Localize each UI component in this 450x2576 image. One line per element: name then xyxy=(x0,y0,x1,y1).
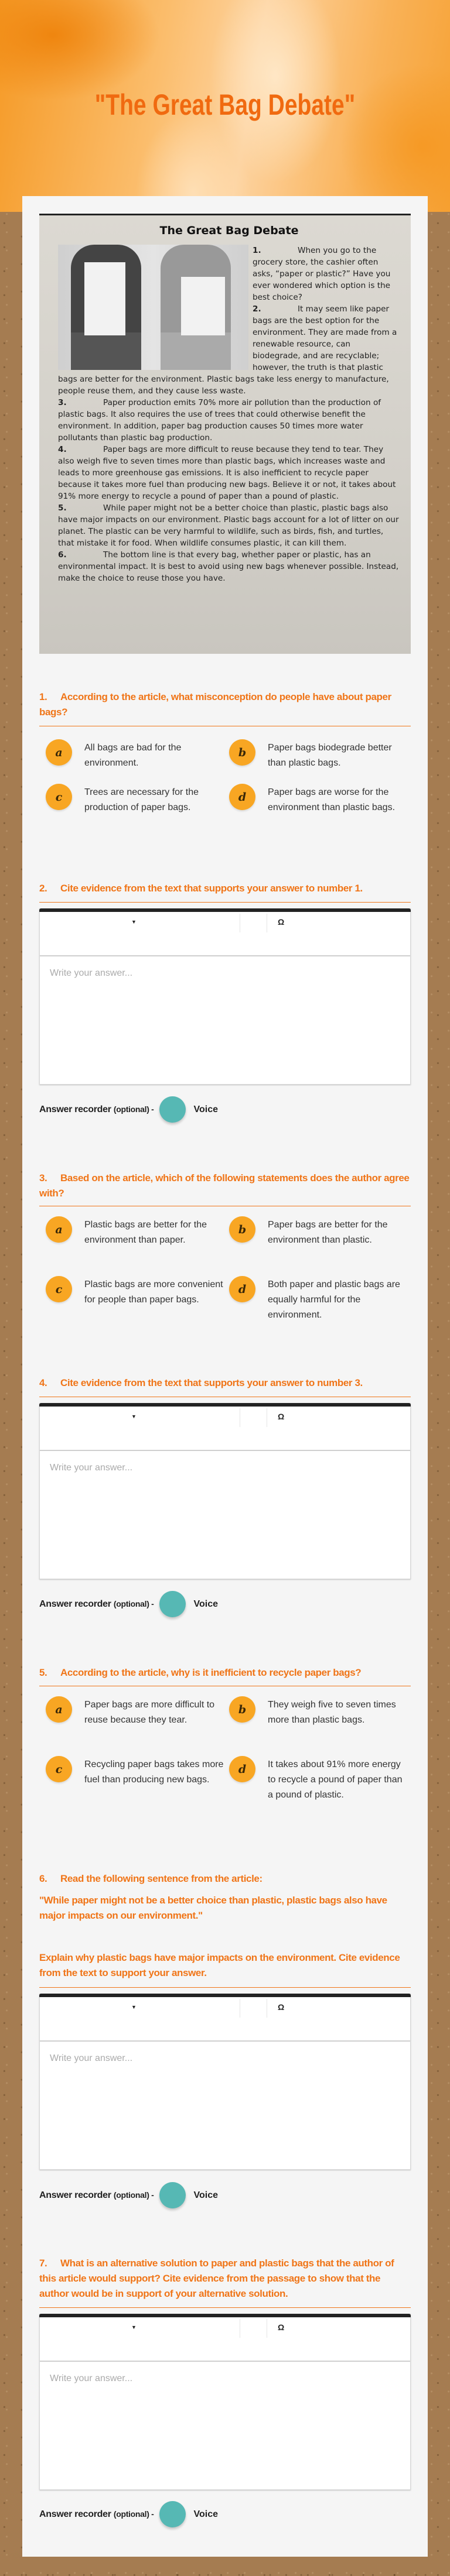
question-6-heading: 6. Read the following sentence from the article: xyxy=(39,1873,262,1884)
question-6-quote: "While paper might not be a better choice than plastic, plastic bags also have major impacts on our environment." xyxy=(39,1895,387,1921)
article-title: The Great Bag Debate xyxy=(159,224,299,237)
option-d-button[interactable]: d xyxy=(229,1756,255,1782)
option-b-button[interactable]: b xyxy=(229,739,255,766)
answer-recorder xyxy=(39,1096,218,1123)
divider xyxy=(39,1987,411,1988)
article-paragraph: 2. It may seem like paper bags are the best option for the environment. They are made from a renewable resource, can biodegrade, and are recyclable; however, the truth is that plastic bags are better for the environment. Plastic bags take less energy to manufacture, people reuse them, and they cause less waste. xyxy=(58,304,397,396)
answer-editor-6 xyxy=(39,1994,411,2170)
option-d-text[interactable]: It takes about 91% more energy to recycle a pound of paper than a pound of plastic. xyxy=(268,1759,403,1800)
option-a-button[interactable]: a xyxy=(46,739,72,766)
question-2-heading: 2. Cite evidence from the text that supports your answer to number 1. xyxy=(39,883,363,894)
article-paragraph: 6. The bottom line is that every bag, whether paper or plastic, has an environmental impact. It is best to avoid using new bags whenever possible. Instead, make the choice to reuse those you have. xyxy=(58,550,399,583)
question-7-heading: 7. What is an alternative solution to paper and plastic bags that the author of this article would support? Cite evidence from the passage to show that the author would be in support of your alternative solution. xyxy=(39,2258,394,2299)
option-a-text[interactable]: Plastic bags are better for the environment than paper. xyxy=(84,1220,207,1245)
answer-recorder xyxy=(39,2501,218,2527)
special-character-button[interactable]: Ω xyxy=(278,917,285,927)
record-voice-button[interactable] xyxy=(159,2182,186,2208)
question-6-prompt: Explain why plastic bags have major impacts on the environment. Cite evidence from the text to support your answer. xyxy=(39,1952,400,1978)
record-voice-button[interactable] xyxy=(159,1591,186,1617)
format-dropdown-caret-icon[interactable]: ▼ xyxy=(131,2324,137,2330)
divider xyxy=(39,902,411,903)
option-b-button[interactable]: b xyxy=(229,1696,255,1723)
option-a-text[interactable]: Paper bags are more difficult to reuse because they tear. xyxy=(84,1700,215,1725)
article-photo xyxy=(58,245,248,370)
divider xyxy=(39,2307,411,2308)
editor-toolbar xyxy=(40,1407,410,1451)
option-d-button[interactable]: d xyxy=(229,784,255,810)
option-a-button[interactable]: a xyxy=(46,1216,72,1243)
answer-input[interactable]: Write your answer... xyxy=(50,968,133,978)
record-voice-button[interactable] xyxy=(159,1096,186,1123)
option-a-button[interactable]: a xyxy=(46,1696,72,1723)
recorder-label: Answer recorder (optional) - xyxy=(39,2190,154,2200)
question-3-heading: 3. Based on the article, which of the following statements does the author agree with? xyxy=(39,1172,410,1199)
option-c-button[interactable]: c xyxy=(46,1276,72,1302)
option-d-text[interactable]: Paper bags are worse for the environment than plastic bags. xyxy=(268,787,396,812)
editor-toolbar xyxy=(40,2317,410,2362)
page-title: "The Great Bag Debate" xyxy=(94,88,356,121)
article-paragraph: 3. Paper production emits 70% more air pollution than the production of plastic bags. It also requires the use of trees that could otherwise benefit the environment. In addition, paper bag production causes 50 times more water pollutants than plastic bag production. xyxy=(58,398,381,443)
voice-label: Voice xyxy=(193,1104,219,1114)
article-paragraph: 1. When you go to the grocery store, the cashier often asks, “paper or plastic?” Have you ever wondered which option is the best choice? xyxy=(253,246,391,302)
answer-editor-7 xyxy=(39,2314,411,2490)
option-c-button[interactable]: c xyxy=(46,1756,72,1782)
option-d-text[interactable]: Both paper and plastic bags are equally harmful for the environment. xyxy=(268,1280,400,1320)
answer-editor-2 xyxy=(39,908,411,1085)
recorder-label: Answer recorder (optional) - xyxy=(39,1599,154,1609)
option-b-text[interactable]: Paper bags are better for the environment than plastic. xyxy=(268,1220,388,1245)
answer-editor-4 xyxy=(39,1403,411,1579)
format-dropdown-caret-icon[interactable]: ▼ xyxy=(131,2004,137,2010)
answer-recorder xyxy=(39,1591,218,1617)
option-b-button[interactable]: b xyxy=(229,1216,255,1243)
record-voice-button[interactable] xyxy=(159,2501,186,2527)
option-d-button[interactable]: d xyxy=(229,1276,255,1302)
article-paragraph: 4. Paper bags are more difficult to reuse because they tend to tear. They also weigh five to seven times more than plastic bags, which increases waste and leads to more greenhouse gas emissions. It is also inefficient to recycle paper because it takes more fuel than producing new bags. Believe it or not, it takes about 91% more energy to recycle a pound of paper than a pound of plastic. xyxy=(58,445,396,501)
question-4-heading: 4. Cite evidence from the text that supports your answer to number 3. xyxy=(39,1377,363,1388)
option-c-text[interactable]: Plastic bags are more convenient for people than paper bags. xyxy=(84,1280,223,1305)
answer-input[interactable]: Write your answer... xyxy=(50,2053,133,2063)
question-1-heading: 1. According to the article, what misconception do people have about paper bags? xyxy=(39,691,391,718)
option-b-text[interactable]: They weigh five to seven times more than plastic bags. xyxy=(268,1700,396,1725)
voice-label: Voice xyxy=(193,1599,219,1609)
recorder-label: Answer recorder (optional) - xyxy=(39,2509,154,2519)
format-dropdown-caret-icon[interactable]: ▼ xyxy=(131,919,137,925)
answer-recorder xyxy=(39,2182,218,2208)
option-c-button[interactable]: c xyxy=(46,784,72,810)
format-dropdown-caret-icon[interactable]: ▼ xyxy=(131,1414,137,1419)
option-b-text[interactable]: Paper bags biodegrade better than plastic bags. xyxy=(268,743,392,768)
special-character-button[interactable]: Ω xyxy=(278,2323,285,2332)
special-character-button[interactable]: Ω xyxy=(278,1412,285,1421)
special-character-button[interactable]: Ω xyxy=(278,2002,285,2012)
voice-label: Voice xyxy=(193,2190,219,2200)
editor-toolbar xyxy=(40,912,410,956)
article-image xyxy=(39,214,411,654)
answer-input[interactable]: Write your answer... xyxy=(50,2373,133,2383)
worksheet-card xyxy=(22,196,428,2557)
voice-label: Voice xyxy=(193,2509,219,2519)
question-5-heading: 5. According to the article, why is it inefficient to recycle paper bags? xyxy=(39,1667,362,1678)
editor-toolbar xyxy=(40,1997,410,2042)
header-banner xyxy=(0,0,450,212)
option-c-text[interactable]: Recycling paper bags takes more fuel than producing new bags. xyxy=(84,1759,224,1785)
option-c-text[interactable]: Trees are necessary for the production of paper bags. xyxy=(84,787,199,812)
answer-input[interactable]: Write your answer... xyxy=(50,1463,133,1473)
option-a-text[interactable]: All bags are bad for the environment. xyxy=(84,743,182,768)
article-paragraph: 5. While paper might not be a better choice than plastic, plastic bags also have major impacts on our environment. Plastic bags account for a lot of litter on our planet. The plastic can be very harmful to wildlife, such as birds, fish, and turtles, that mistake it for food. When wildlife consumes plastic, it can kill them. xyxy=(58,503,399,548)
recorder-label: Answer recorder (optional) - xyxy=(39,1104,154,1114)
